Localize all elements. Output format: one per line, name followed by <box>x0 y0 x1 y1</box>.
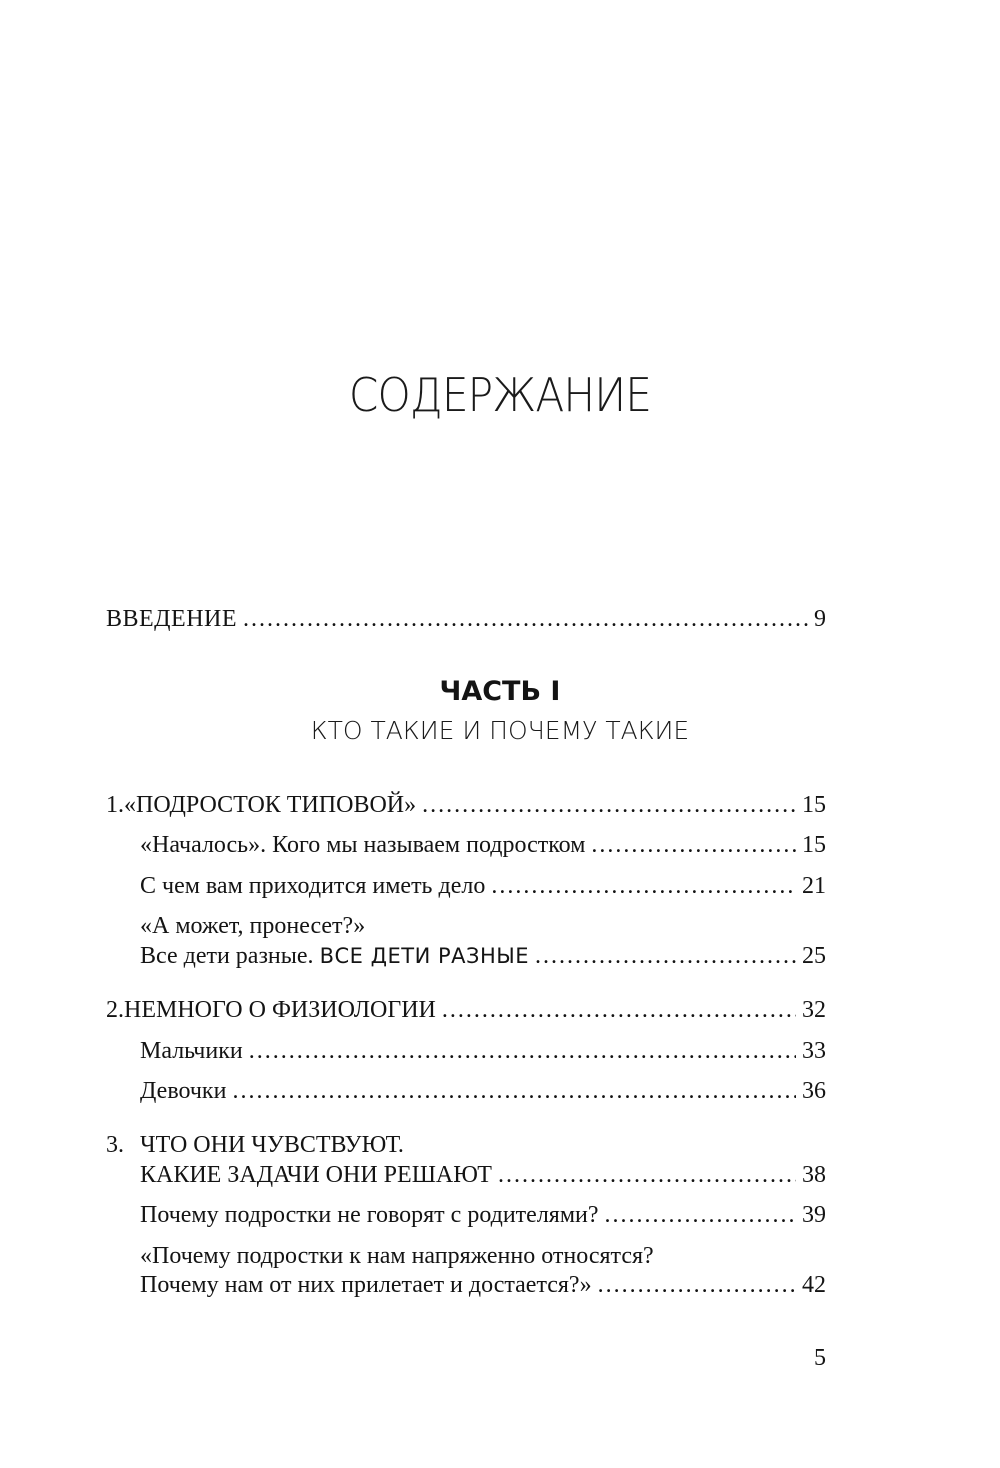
toc-section[interactable] <box>140 941 826 971</box>
chapter-number: 2. <box>106 997 124 1023</box>
part-subtitle: КТО ТАКИЕ И ПОЧЕМУ ТАКИЕ <box>310 716 690 745</box>
toc-entry-label: ВВЕДЕНИЕ <box>106 606 238 632</box>
toc-leader-dots <box>232 1076 796 1106</box>
toc-entry-label: НЕМНОГО О ФИЗИОЛОГИИ <box>124 997 436 1023</box>
chapter-number: 1. <box>106 792 124 818</box>
toc-entry-label: Девочки <box>140 1078 227 1104</box>
toc-leader-dots <box>491 871 796 901</box>
toc-entry-page: 42 <box>802 1272 826 1298</box>
toc-leader-dots <box>249 1036 796 1066</box>
toc-section[interactable] <box>140 1270 826 1300</box>
toc-leader-dots <box>535 941 796 971</box>
toc-leader-dots <box>422 790 796 820</box>
toc-entry-label-part: Все дети разные. <box>140 943 320 969</box>
toc-entry-page: 15 <box>802 792 826 818</box>
toc-entry-page: 21 <box>802 873 826 899</box>
toc-leader-dots <box>243 604 808 634</box>
toc-entry-label: Почему подростки не говорят с родителями? <box>140 1202 599 1228</box>
toc-entry-label <box>140 941 529 971</box>
toc-entry-page: 32 <box>802 997 826 1023</box>
toc-entry-intro[interactable] <box>106 604 826 634</box>
toc-entry-page: 39 <box>802 1202 826 1228</box>
toc-section[interactable] <box>140 871 826 901</box>
toc-entry-label: Почему нам от них прилетает и достается?» <box>140 1272 592 1298</box>
toc-leader-dots <box>442 995 796 1025</box>
toc-section-line1: «Почему подростки к нам напряженно относятся? <box>140 1243 654 1269</box>
toc-entry-label-caps: ВСЕ ДЕТИ РАЗНЫЕ <box>319 944 530 968</box>
toc-entry-label: С чем вам приходится иметь дело <box>140 873 486 899</box>
page-number: 5 <box>814 1345 826 1371</box>
toc-entry-label: «Началось». Кого мы называем подростком <box>140 832 586 858</box>
toc-entry-label: «ПОДРОСТОК ТИПОВОЙ» <box>124 792 417 818</box>
part-heading: ЧАСТЬ I <box>439 676 561 707</box>
toc-chapter-2[interactable] <box>106 995 826 1025</box>
toc-entry-label: Мальчики <box>140 1038 243 1064</box>
toc-chapter-3[interactable] <box>140 1160 826 1190</box>
toc-section-line1: «А может, пронесет?» <box>140 913 366 939</box>
toc-entry-page: 25 <box>802 943 826 969</box>
toc-entry-page: 38 <box>802 1162 826 1188</box>
toc-entry-page: 36 <box>802 1078 826 1104</box>
toc-entry-page: 33 <box>802 1038 826 1064</box>
toc-chapter-3-line1 <box>106 1130 404 1160</box>
toc-chapter-1[interactable] <box>106 790 826 820</box>
toc-leader-dots <box>591 830 796 860</box>
toc-section[interactable] <box>140 1036 826 1066</box>
toc-section[interactable] <box>140 1200 826 1230</box>
toc-section[interactable] <box>140 830 826 860</box>
chapter-number: 3. <box>106 1132 124 1158</box>
toc-entry-page: 15 <box>802 832 826 858</box>
toc-leader-dots <box>598 1270 796 1300</box>
toc-entry-page: 9 <box>814 606 826 632</box>
page-title: СОДЕРЖАНИЕ <box>348 368 652 422</box>
toc-leader-dots <box>498 1160 796 1190</box>
toc-section[interactable] <box>140 1076 826 1106</box>
toc-leader-dots <box>605 1200 796 1230</box>
toc-entry-label-line1: ЧТО ОНИ ЧУВСТВУЮТ. <box>140 1132 404 1158</box>
toc-entry-label: КАКИЕ ЗАДАЧИ ОНИ РЕШАЮТ <box>140 1162 492 1188</box>
